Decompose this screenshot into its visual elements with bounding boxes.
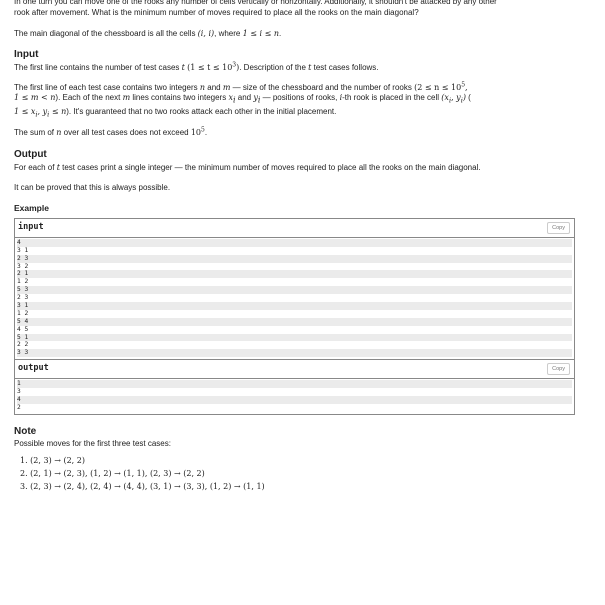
text: , y <box>37 106 48 116</box>
output-line: 3 <box>17 388 21 396</box>
exponent: 5 <box>461 81 466 89</box>
input-line: 2 3 <box>17 294 29 302</box>
exponent: 5 <box>201 126 205 134</box>
input-line: 5 1 <box>17 334 572 342</box>
output-line: 1 <box>17 380 572 388</box>
math-var: t <box>56 162 60 172</box>
sample-input-body[interactable] <box>15 238 574 359</box>
note-item: 1. (2, 3) → (2, 2) <box>20 456 85 466</box>
text: lines contains two integers <box>130 93 229 103</box>
statement-intro <box>14 0 576 19</box>
math-var: x <box>228 93 233 103</box>
note-section-title: Note <box>14 425 37 437</box>
math-var: m <box>222 82 231 92</box>
note-item: 2. (2, 1) → (2, 3), (1, 2) → (1, 1), (2, 3) → (2, 2) <box>20 468 205 478</box>
sample-input-header <box>15 219 574 238</box>
subscript: i <box>257 96 261 106</box>
output-line: 2 <box>17 403 21 411</box>
input-desc-line-2 <box>14 93 576 106</box>
text: (2 ≤ n ≤ 10 <box>414 82 462 92</box>
sample-input-label: input <box>18 221 44 232</box>
text: , <box>465 82 468 92</box>
sample-output-body[interactable] <box>15 379 574 414</box>
math-condition <box>414 83 468 92</box>
text: , where <box>214 28 243 38</box>
text: — positions of rooks, <box>260 93 340 103</box>
note-intro: Possible moves for the first three test cases: <box>14 439 171 449</box>
text: (x <box>441 93 449 103</box>
text: and <box>205 82 223 92</box>
math-var: n <box>199 82 206 92</box>
intro-line-1: In one turn you can move one of the rooks any number of cells vertically or horizontally. Additionally, it shouldn't be attacked by any other <box>14 0 497 6</box>
text: ≤ n <box>49 106 67 116</box>
sample-output-label: output <box>18 363 49 374</box>
input-line: 3 1 <box>17 302 572 310</box>
input-line: 3 3 <box>17 349 572 357</box>
text: — size of the chessboard and the number of rooks <box>230 82 415 92</box>
text: ). It's guaranteed that no two rooks attack each other in the initial placement. <box>66 106 337 116</box>
math-cell <box>441 93 466 106</box>
input-test-count <box>14 63 576 74</box>
example-title: Example <box>14 203 49 214</box>
text: ) <box>236 62 240 72</box>
input-desc-line-1 <box>14 83 576 94</box>
input-line: 2 3 <box>17 255 572 263</box>
text: over all test cases does not exceed <box>61 128 191 138</box>
input-sum-constraint <box>14 128 576 139</box>
intro-line-2: rook after movement. What is the minimum number of moves required to place all the rooks on the main diagonal? <box>14 7 419 17</box>
text: . Description of the <box>239 62 309 72</box>
input-desc-line-3 <box>14 107 576 120</box>
text: For each of <box>14 162 57 172</box>
math-condition: 1 ≤ i ≤ n <box>242 28 279 38</box>
text: and <box>235 93 254 103</box>
input-line: 2 1 <box>17 270 572 278</box>
math-cell: (i, i) <box>197 28 215 38</box>
math-condition: 1 ≤ m < n <box>14 93 56 103</box>
text: . <box>278 28 282 38</box>
input-line: 3 2 <box>17 262 29 270</box>
math-condition <box>14 106 67 119</box>
math-var: t <box>181 62 185 72</box>
main-diagonal-definition <box>14 29 576 40</box>
input-line: 5 3 <box>17 286 572 294</box>
text: 1 ≤ x <box>14 106 36 116</box>
text: The first line contains the number of test cases <box>14 62 182 72</box>
note-item: 3. (2, 3) → (2, 4), (2, 4) → (4, 4), (3, 1) → (3, 3), (1, 2) → (1, 1) <box>20 481 265 491</box>
math-var: m <box>122 93 131 103</box>
text: . <box>204 128 208 138</box>
math-value <box>190 126 208 138</box>
subscript: i <box>448 97 452 106</box>
math-var: y <box>253 93 258 103</box>
exponent: 3 <box>232 61 237 69</box>
text: , y <box>451 93 461 103</box>
text: ) <box>462 93 466 103</box>
sample-tests <box>14 218 575 415</box>
input-line: 1 2 <box>17 309 29 317</box>
text: -th rook is placed in the cell <box>342 93 442 103</box>
math-var: i <box>339 93 343 103</box>
input-line: 4 <box>17 239 572 247</box>
output-section-title: Output <box>14 149 47 161</box>
text: The first line of each test case contains two integers <box>14 82 200 92</box>
subscript: i <box>232 96 236 106</box>
input-line: 3 1 <box>17 246 29 254</box>
math-var: t <box>308 62 312 72</box>
text: test cases follows. <box>311 62 379 72</box>
copy-input-button[interactable]: Copy <box>547 222 570 234</box>
output-description <box>14 163 576 174</box>
input-line: 1 2 <box>17 278 29 286</box>
output-line: 4 <box>17 396 572 404</box>
math-condition <box>187 63 239 72</box>
text: The sum of <box>14 128 57 138</box>
output-proof-note: It can be proved that this is always possible. <box>14 182 171 192</box>
text: 10 <box>190 128 201 138</box>
input-line: 2 2 <box>17 341 29 349</box>
input-test-description <box>14 83 576 120</box>
subscript: i <box>460 97 463 106</box>
subscript: i <box>35 110 38 119</box>
problem-statement <box>14 0 576 494</box>
input-line: 5 4 <box>17 318 572 326</box>
note-list <box>14 456 576 492</box>
math-var: n <box>56 128 62 138</box>
copy-output-button[interactable]: Copy <box>547 363 570 375</box>
subscript: i <box>47 110 50 119</box>
input-section-title: Input <box>14 49 39 61</box>
text: ( <box>465 93 471 103</box>
text: test cases print a single integer — the minimum number of moves required to place all the rooks on the main diagonal. <box>59 162 481 172</box>
text: (1 ≤ t ≤ 10 <box>187 62 233 72</box>
sample-output-header <box>15 359 574 379</box>
input-line: 4 5 <box>17 325 29 333</box>
text: ). Each of the next <box>55 93 123 103</box>
text: The main diagonal of the chessboard is all the cells <box>14 28 198 38</box>
